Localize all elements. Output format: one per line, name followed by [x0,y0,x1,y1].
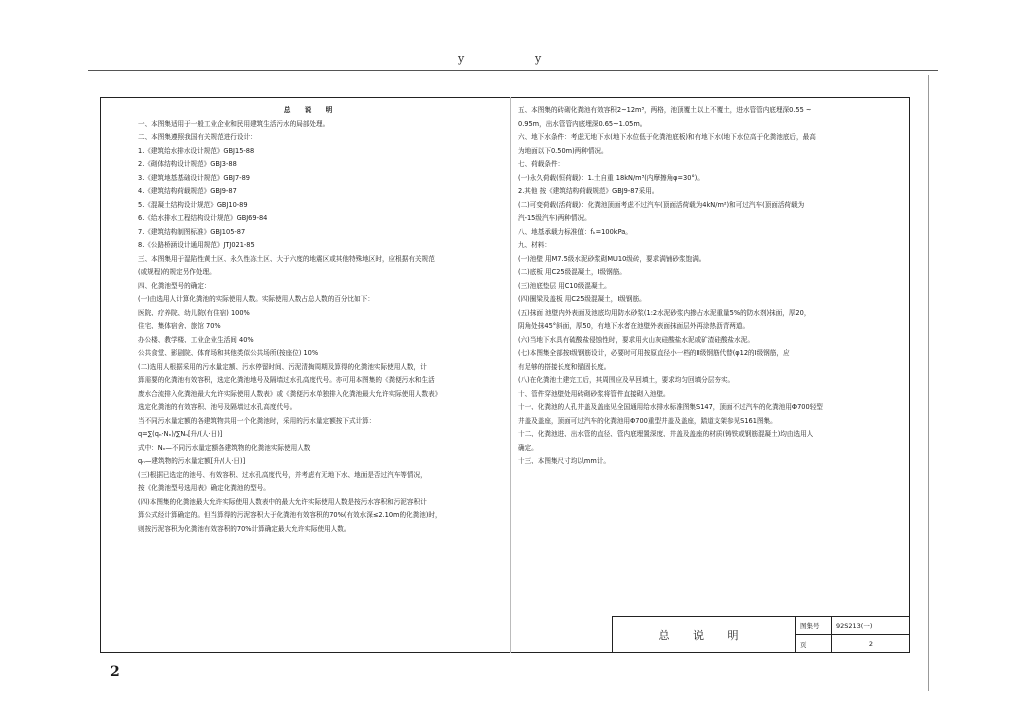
right-text [518,104,904,469]
text-line: (五)抹面 池壁内外表面及池底均用防水砂浆(1:2水泥砂浆内掺占水泥重量5%的防水剂)抹面，厚20， [518,308,811,317]
text-line: (三)池底垫层 用C10级混凝土。 [518,281,611,290]
text-line: (七)本图集全部按Ⅰ级钢筋设计，必要时可用按原直径小一档的Ⅱ级钢筋代替(φ12的Ⅰ级钢筋，应 [518,349,790,357]
text-line: 一、本图集适用于一般工业企业和民用建筑生活污水的局部处理。 [138,119,330,128]
text-line: (一)由选用人计算化粪池的实际使用人数。实际使用人数占总人数的百分比如下： [138,295,374,303]
text-line: 六、地下水条件：考虑无地下水(地下水位低于化粪池底板)和有地下水(地下水位高于化粪池底后，最高 [518,133,816,141]
column-divider [510,97,511,653]
page-edge [928,75,929,691]
text-line: 三、本图集用于湿陷性黄土区、永久性冻土区、大于六度的地震区或其他特殊地区时，应根据有关规范 [138,254,435,263]
atlas-label: 图集号 [796,616,832,635]
text-line: 2.其他 按《建筑结构荷载规范》GBJ9-87采用。 [518,187,659,195]
left-column [138,104,504,536]
text-line: 6.《给水排水工程结构设计规范》GBJ69-84 [138,214,268,222]
page-value: 2 [868,640,874,648]
text-line: 3.《建筑地基基础设计规范》GBJ7-89 [138,173,250,182]
page-title: 总 说 明 [283,106,339,114]
text-line: 阴角处抹45°斜面，厚50，有地下水者在池壁外表面抹面层外再涂热沥青两道。 [518,322,750,330]
text-line: 废水合流排入化粪池最大允许实际使用人数表》或《粪便污水单独排入化粪池最大允许实际使用人数表》 [138,389,442,398]
page-label: 页 [796,635,832,653]
right-column [518,104,904,469]
text-line: q=∑(qₙ·Nₙ)/∑Nₙ[升/(人·日)] [138,430,223,438]
text-line: 医院、疗养院、幼儿院(有住宿) 100% [138,308,250,317]
text-line: 7.《建筑结构制图标准》GBJ105-87 [138,227,246,236]
header-mark-right: y [535,52,542,65]
text-line: 十二、化粪池进、出水管的直径、管内底埋置深度、井盖及盖座的材质(铸铁或钢筋混凝土)均由选用人 [518,430,814,438]
text-line: 办公楼、教学楼、工业企业生活间 40% [138,335,254,344]
text-line: 5.《混凝土结构设计规范》GBJ10-89 [138,200,248,209]
text-line: (四)圈梁及盖板 用C25级混凝土，Ⅰ级钢筋。 [518,295,646,303]
text-line: 当不同污水量定额的各建筑物共用一个化粪池时，采用的污水量定额按下式计算： [138,416,376,425]
text-line: 公共食堂、影剧院、体育场和其他类似公共场所(按座位) 10% [138,349,319,357]
text-line: (八)在化粪池土建完工后，其周围应及早回填土，要求均匀回填分层夯实。 [518,376,735,384]
text-line: (三)根据已选定的池号、有效容积、过水孔高度代号，并考虑有无地下水、地面是否过汽车等情况， [138,470,427,479]
text-line: 十三、本图集尺寸均以mm计。 [518,457,610,465]
text-line: 8.《公路桥涵设计通用规范》JTJ021-85 [138,241,255,249]
text-line: 则按污泥容积为化粪池有效容积的70%计算确定最大允许实际使用人数。 [138,524,351,533]
text-line: 算公式经计算确定的。但当算得的污泥容积大于化粪池有效容积的70%(有效水深≤2.10m的化粪池)时， [138,511,442,519]
text-line: 确定。 [518,443,538,452]
header-mark-left: y [458,52,465,65]
text-line: 汽-15级汽车)两种情况。 [518,214,591,222]
text-line: 八、地基承载力标准值：fₖ=100kPa。 [518,227,632,236]
text-line: 十一、化粪池的人孔井盖及盖座见全国通用给水排水标准图集S147，顶面不过汽车的化粪池用Φ700轻型 [518,403,823,411]
text-line: 选定化粪池的有效容积、池号及隔墙过水孔高度代号。 [138,403,297,411]
text-line: 九、材料： [518,241,551,249]
text-line: 按《化粪池型号选用表》确定化粪池的型号。 [138,484,270,492]
text-line: 井盖及盖座，顶面可过汽车的化粪池用Φ700重型井盖及盖座，踏道支架参见S161图集。 [518,416,777,425]
top-rule [88,70,938,71]
text-line: 住宅、集体宿舍、旅馆 70% [138,322,221,330]
left-text [138,118,504,537]
page-number: 2 [110,664,120,680]
text-line: 十、管件穿池壁处用砖砌砂浆将管件直接砌入池壁。 [518,389,670,398]
text-line: (四)本图集的化粪池最大允许实际使用人数表中的最大允许实际使用人数是按污水容积和污泥容积计 [138,497,427,506]
text-line: 0.95m，出水管管内底埋深0.65~1.05m。 [518,119,647,128]
atlas-value: 92S213(一) [832,616,910,635]
text-line: 4.《建筑结构荷载规范》GBJ9-87 [138,187,237,195]
text-line: 二、本图集遵照我国有关规范进行设计： [138,133,257,141]
text-line: 算需要的化粪池有效容积，选定化粪池地号及隔墙过水孔高度代号。亦可用本图集的《粪便污水和生活 [138,376,435,384]
text-line: (一)池壁 用M7.5级水泥砂浆砌MU10级砖，要求满铺砂浆饱满。 [518,254,706,263]
text-line: 五、本图集的砖砌化粪池有效容积2~12m³，两格，池顶覆土以上不覆土，进水管管内底埋深0.55 ~ [518,106,812,114]
text-line: 七、荷载条件： [518,160,565,168]
title-block-title: 总 说 明 [612,616,796,653]
text-line: qₙ—建筑物的污水量定额[升/(人·日)] [138,457,246,465]
text-line: (或规程)的规定另作处理。 [138,268,216,276]
text-line: (二)可变荷载(活荷载)：化粪池顶面考虑不过汽车(顶面活荷载为4kN/m²)和可过汽车(顶面活荷载为 [518,200,805,209]
text-line: (二)底板 用C25级混凝土，Ⅰ级钢筋。 [518,268,626,276]
text-line: 1.《建筑给水排水设计规范》GBJ15-88 [138,146,255,155]
text-line: 有足够的搭接长度和锚固长度。 [518,362,611,371]
text-line: 2.《砌体结构设计规范》GBJ3-88 [138,160,237,168]
text-line: (一)永久荷载(恒荷载)：1.土自重 18kN/m³(内摩擦角φ=30°)。 [518,173,704,182]
text-line: (六)当地下水具有硫酸盐侵蚀性时，要求用火山灰硅酸盐水泥或矿渣硅酸盐水泥。 [518,335,754,344]
text-line: (二)选用人根据采用的污水量定额、污水停留时间、污泥清掏周期及算得的化粪池实际使用人数，计 [138,362,427,371]
text-line: 式中：Nₙ—不同污水量定额各建筑物的化粪池实际使用人数 [138,443,311,452]
text-line: 四、化粪池型号的确定： [138,281,211,290]
text-line: 为地面以下0.50m)两种情况。 [518,146,608,155]
